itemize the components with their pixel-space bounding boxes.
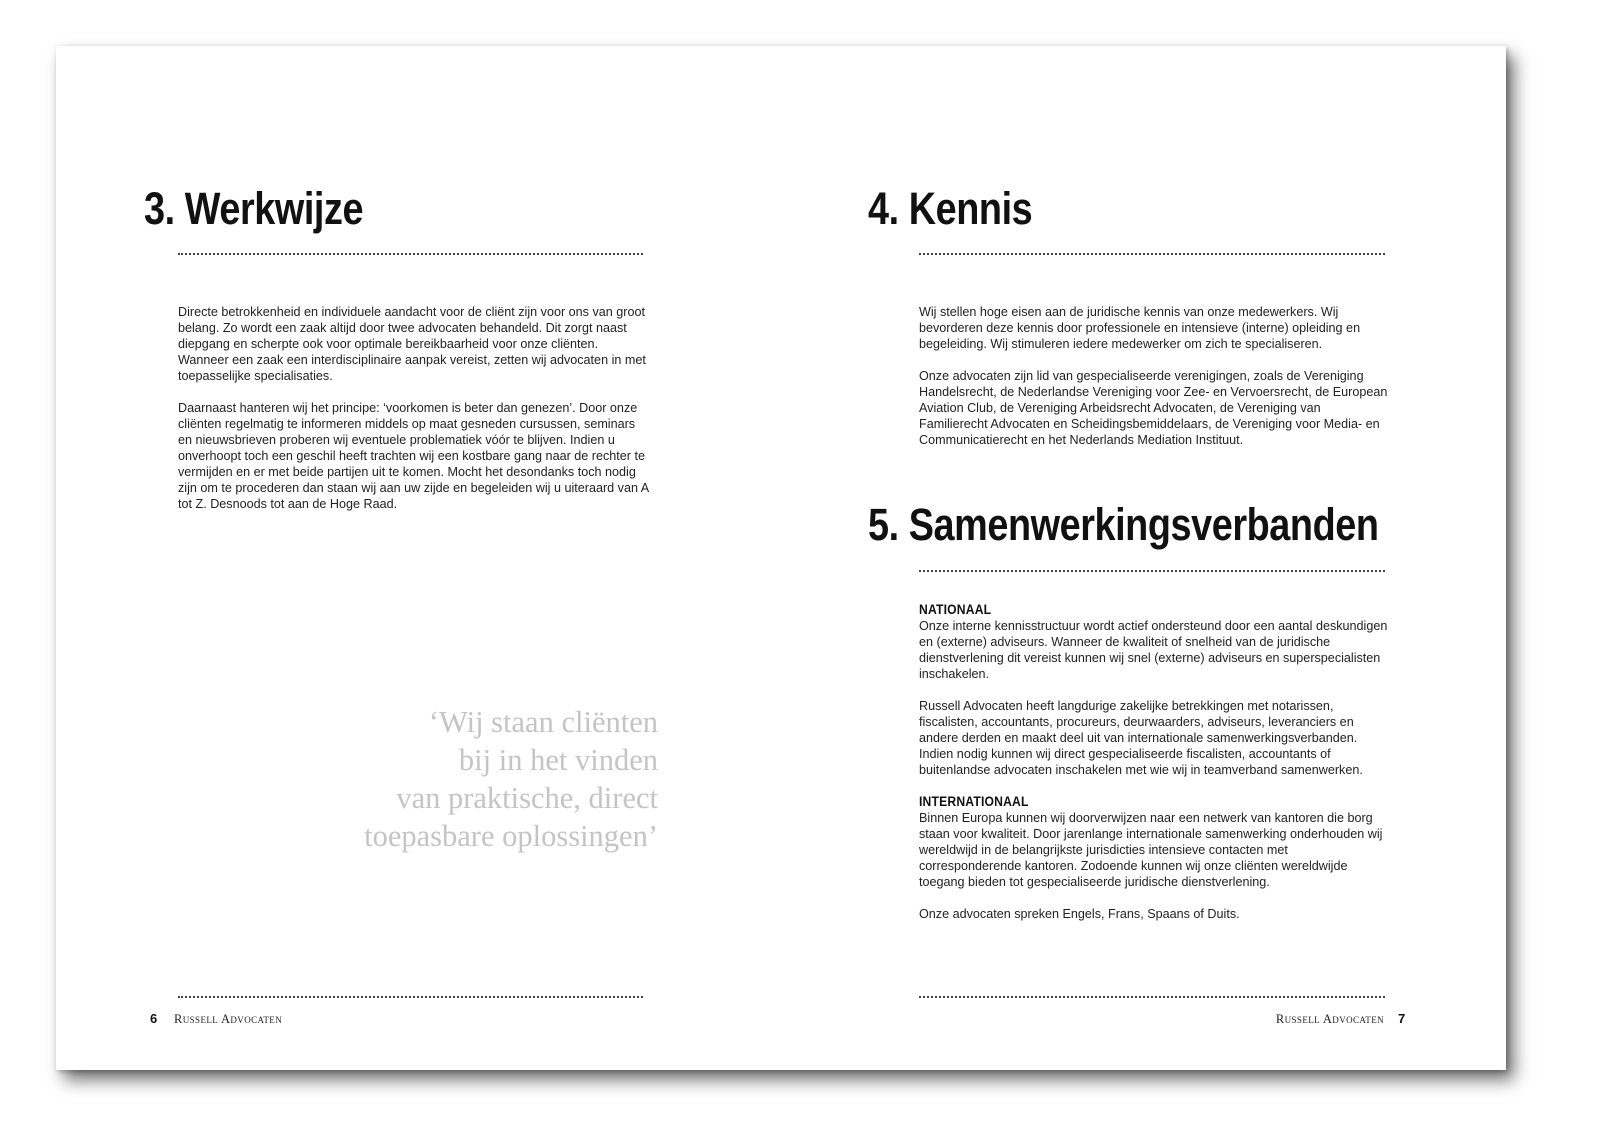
paragraph: Wij stellen hoge eisen aan de juridische kennis van onze medewerkers. Wij bevorderen deze kennis door professionele en intensieve (interne) opleiding en begeleiding. Wij stimuleren iedere medewerker om zich te specialiseren. bbox=[919, 305, 1361, 351]
heading-divider bbox=[919, 253, 1385, 255]
page-number: 6 bbox=[150, 1011, 158, 1026]
paragraph: Daarnaast hanteren wij het principe: ‘voorkomen is beter dan genezen’. Door onze cliënten regelmatig te informeren middels op maat gesneden cursussen, seminars en nieuwsbrieven proberen wij eventuele problematiek vóór te blijven. Indien u onverhoopt toch een geschil heeft trachten wij een kostbare gang naar de rechter te vermijden en er met beide partijen uit te komen. Mocht het desondanks toch nodig zijn om te procederen dan staan wij aan uw zijde en begeleiden wij u uiteraard van A tot Z. Desnoods tot aan de Hoge Raad. bbox=[178, 401, 649, 511]
quote-line: ‘Wij staan cliënten bbox=[428, 705, 658, 739]
page-number: 7 bbox=[1398, 1011, 1406, 1026]
running-footer: Russell Advocaten bbox=[1275, 1012, 1384, 1026]
paragraph: Onze interne kennisstructuur wordt actief ondersteund door een aantal deskundigen en (externe) adviseurs. Wanneer de kwaliteit of snelheid van de juridische dienstverlening dit vereist kunnen wij snel (externe) adviseurs en superspecialisten inschakelen. bbox=[919, 619, 1388, 681]
heading-samenwerkingsverbanden: 5. Samenwerkingsverbanden bbox=[868, 499, 1379, 550]
heading-divider bbox=[178, 253, 643, 255]
paragraph: Binnen Europa kunnen wij doorverwijzen naar een netwerk van kantoren die borg staan voor kwaliteit. Door jarenlange internationale samenwerking onderhouden wij wereldwijd in de belangrijkste jurisdicties intensieve contacten met corresponderende kantoren. Zodoende kunnen wij onze cliënten wereldwijde toegang bieden tot gespecialiseerde juridische dienstverlening. bbox=[919, 811, 1383, 889]
werkwijze-body bbox=[178, 304, 650, 528]
pull-quote bbox=[364, 703, 658, 855]
right-page bbox=[781, 46, 1506, 1070]
running-footer: Russell Advocaten bbox=[174, 1012, 283, 1026]
quote-line: bij in het vinden bbox=[458, 743, 658, 777]
quote-line: toepasbare oplossingen’ bbox=[364, 819, 658, 853]
paragraph: Onze advocaten zijn lid van gespecialiseerde verenigingen, zoals de Vereniging Handelsrecht, de Nederlandse Vereniging voor Zee- en Vervoersrecht, de European Aviation Club, de Vereniging Arbeidsrecht Advocaten, de Vereniging van Familierecht Advocaten en Scheidingsbemiddelaars, de Vereniging voor Media- en Communicatierecht en het Nederlands Mediation Instituut. bbox=[919, 369, 1388, 447]
paragraph: Onze advocaten spreken Engels, Frans, Spaans of Duits. bbox=[919, 907, 1240, 921]
paragraph: Russell Advocaten heeft langdurige zakelijke betrekkingen met notarissen, fiscalisten, accountants, procureurs, deurwaarders, adviseurs, leveranciers en andere derden en maakt deel uit van internationale samenwerkingsverbanden. Indien nodig kunnen wij direct gespecialiseerde fiscalisten, accountants of buitenlandse advocaten inschakelen met wie wij in teamverband samenwerken. bbox=[919, 699, 1363, 777]
paragraph: Directe betrokkenheid en individuele aandacht voor de cliënt zijn voor ons van groot belang. Zo wordt een zaak altijd door twee advocaten behandeld. Dit zorgt naast diepgang en scherpte ook voor optimale bereikbaarheid voor onze cliënten. Wanneer een zaak een interdisciplinaire aanpak vereist, zetten wij advocaten in met toepasselijke specialisaties. bbox=[178, 305, 646, 383]
quote-line: van praktische, direct bbox=[396, 781, 658, 815]
subheading-nationaal: NATIONAAL bbox=[919, 602, 992, 617]
footer-divider bbox=[919, 996, 1385, 998]
kennis-body bbox=[919, 304, 1389, 464]
heading-divider bbox=[919, 570, 1385, 572]
footer-divider bbox=[178, 996, 643, 998]
heading-kennis: 4. Kennis bbox=[868, 183, 1033, 234]
left-page bbox=[56, 46, 781, 1070]
subheading-internationaal: INTERNATIONAAL bbox=[919, 794, 1029, 809]
heading-werkwijze: 3. Werkwijze bbox=[144, 183, 364, 234]
samenwerking-body bbox=[919, 602, 1389, 938]
brochure-spread bbox=[56, 46, 1506, 1070]
